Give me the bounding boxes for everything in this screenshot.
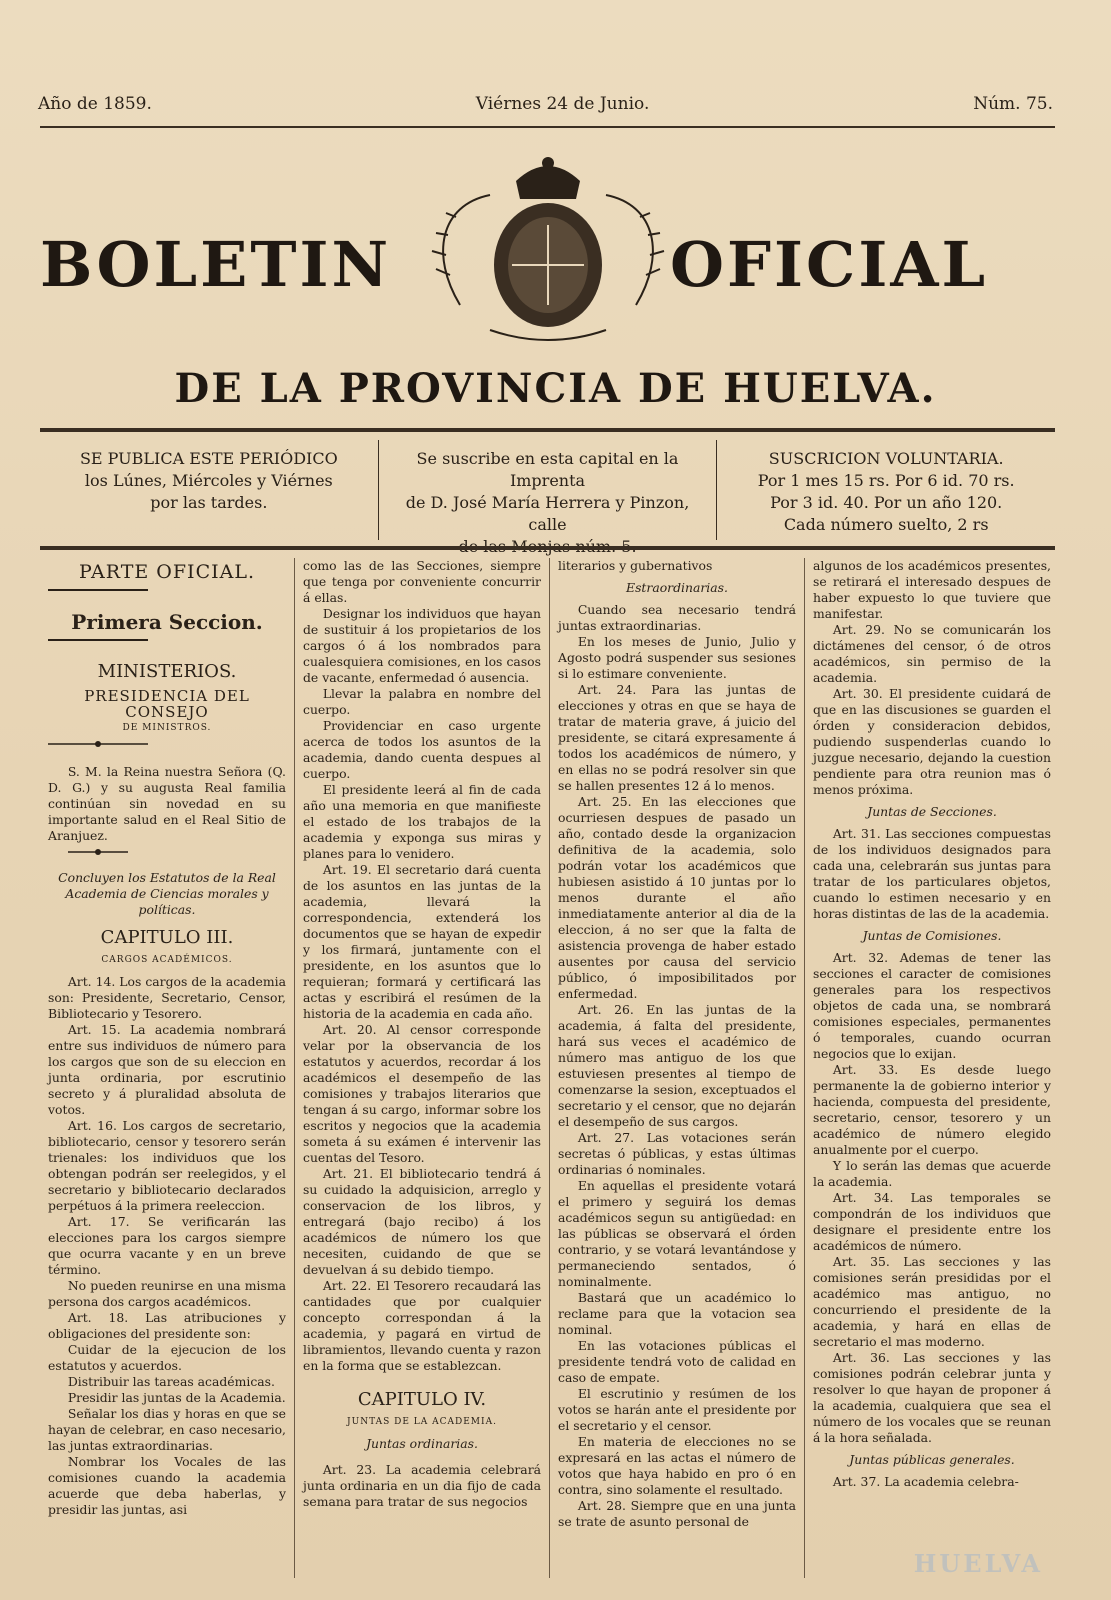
paragraph: Art. 33. Es desde luego permanente la de gobierno interior y hacienda, compuesta del presidente, secretario, censor, tesorero y un académico de número elegido anualmente por el cuerpo.	[813, 1062, 1051, 1157]
paragraph: Art. 28. Siempre que en una junta se trate de asunto personal de	[558, 1498, 796, 1529]
column-1	[40, 558, 294, 1578]
presidencia-heading: PRESIDENCIA DEL CONSEJO	[84, 687, 250, 721]
info-line: por las tardes.	[150, 493, 268, 512]
info-line: Por 1 mes 15 rs. Por 6 id. 70 rs.	[757, 471, 1015, 490]
info-bottom-rule	[40, 546, 1055, 550]
paragraph: Nombrar los Vocales de las comisiones cuando la academia acuerde que deba haberlas, y presidir las juntas, asi	[48, 1454, 286, 1517]
section-heading: Primera Seccion.	[71, 610, 263, 634]
ornament-rule-icon	[48, 636, 148, 644]
paragraph: No pueden reunirse en una misma persona dos cargos académicos.	[48, 1278, 286, 1309]
paragraph: Y lo serán las demas que acuerde la academia.	[813, 1158, 1051, 1189]
info-line: SUSCRICION VOLUNTARIA.	[768, 449, 1004, 468]
masthead-right: OFICIAL	[670, 228, 989, 301]
info-line: Se suscribe en esta capital en la Imprenta	[416, 449, 679, 490]
paragraph: Art. 25. En las elecciones que ocurriesen despues de pasado un año, contado desde la organizacion definitiva de la academia, solo podrán votar los académicos que hubiesen asistido á 10 juntas por lo menos durante el año inmediatamente anterior al dia de la eleccion, á no ser que la falta de asistencia provenga de haber estado ausentes por causa del servicio público, ó imposibilitados por enfermedad.	[558, 794, 796, 1001]
paragraph: Presidir las juntas de la Academia.	[67, 1390, 286, 1405]
paragraph: Art. 36. Las secciones y las comisiones podrán celebrar junta y resolver lo que hayan de proponer á la academia, cualquiera que sea el número de los vocales que se reunan á la hora señalada.	[813, 1350, 1051, 1445]
masthead-subtitle: DE LA PROVINCIA DE HUELVA.	[174, 365, 937, 412]
publicas-subheading: Juntas públicas generales.	[849, 1452, 1015, 1467]
paragraph: Art. 18. Las atribuciones y obligaciones del presidente son:	[48, 1310, 286, 1341]
comisiones-subheading: Juntas de Comisiones.	[862, 928, 1002, 943]
ornament-rule-icon	[48, 740, 148, 748]
paragraph: S. M. la Reina nuestra Señora (Q. D. G.) y su augusta Real familia continúan sin novedad en su importante salud en el Real Sitio de Aranjuez.	[48, 764, 286, 843]
paragraph: Art. 17. Se verificarán las elecciones para los cargos siempre que ocurra vacante y en un breve término.	[48, 1214, 286, 1277]
info-line: Por 3 id. 40. Por un año 120.	[770, 493, 1003, 512]
masthead-left: BOLETIN	[40, 228, 392, 301]
paragraph: Señalar los dias y horas en que se hayan de celebrar, en caso necesario, las juntas extraordinarias.	[48, 1406, 286, 1453]
paragraph: Art. 21. El bibliotecario tendrá á su cuidado la adquisicion, arreglo y conservacion de los libros, y entregará (bajo recibo) á los académicos de número los que necesiten, cuidando de que se devuelvan á su debido tiempo.	[303, 1166, 541, 1277]
paragraph: Art. 27. Las votaciones serán secretas ó públicas, y estas últimas ordinarias ó nominales.	[558, 1130, 796, 1177]
archive-watermark: HUELVA	[913, 1549, 1043, 1578]
column-2	[294, 558, 549, 1578]
ministerios-heading: MINISTERIOS.	[97, 661, 237, 682]
issue-number: Núm. 75.	[973, 94, 1053, 114]
secciones-subheading: Juntas de Secciones.	[867, 804, 997, 819]
paragraph: En materia de elecciones no se expresará en las actas el número de votos que haya habido en pro ó en contra, sino solamente el resultado.	[558, 1434, 796, 1497]
ministros-subheading: DE MINISTROS.	[122, 723, 212, 733]
top-rule	[40, 126, 1055, 128]
paragraph: En los meses de Junio, Julio y Agosto podrá suspender sus sesiones si lo estimare conveniente.	[558, 634, 796, 681]
paragraph: Art. 29. No se comunicarán los dictámenes del censor, ó de otros académicos, sin permiso de la academia.	[813, 622, 1051, 685]
paragraph: Art. 32. Ademas de tener las secciones el caracter de comisiones generales para los respectivos objetos de cada una, se nombrará comisiones especiales, permanentes ó temporales, cuando ocurran negocios que lo exijan.	[813, 950, 1051, 1061]
dateline	[38, 94, 1053, 116]
info-line: los Lúnes, Miércoles y Viérnes	[84, 471, 333, 490]
info-subscription-place	[378, 440, 717, 556]
ornament-rule-icon	[48, 848, 148, 856]
paragraph: Art. 20. Al censor corresponde velar por la observancia de los estatutos y acuerdos, recordar á los académicos el desempeño de las comisiones y trabajos literarios que tengan á su cargo, informar sobre los escritos y negocios que la academia someta á su exámen é intervenir las cuentas del Tesoro.	[303, 1022, 541, 1165]
paragraph: Art. 23. La academia celebrará junta ordinaria en un dia fijo de cada semana para tratar de sus negocios	[303, 1462, 541, 1509]
ordinarias-subheading: Juntas ordinarias.	[366, 1436, 478, 1451]
info-line: de D. José María Herrera y Pinzon, calle	[405, 493, 690, 534]
info-line: SE PUBLICA ESTE PERIÓDICO	[79, 449, 338, 468]
paragraph: En aquellas el presidente votará el primero y seguirá los demas académicos segun su antigüedad: en las públicas se observará el órden contrario, y se votará levantándose y permaneciendo sentados, ó nominalmente.	[558, 1178, 796, 1289]
paragraph: El presidente leerá al fin de cada año una memoria en que manifieste el estado de los trabajos de la academia y exponga sus miras y planes para lo venidero.	[303, 782, 541, 861]
column-4	[804, 558, 1059, 1578]
paragraph: Llevar la palabra en nombre del cuerpo.	[303, 686, 541, 717]
paragraph: Art. 37. La academia celebra-	[832, 1474, 1019, 1489]
paragraph: literarios y gubernativos	[558, 558, 713, 573]
parte-oficial-heading: PARTE OFICIAL.	[78, 561, 255, 583]
paragraph: Art. 31. Las secciones compuestas de los individuos designados para cada una, celebrarán sus juntas para tratar de los particulares objetos, cuando lo estimen necesario y en horas distintas de las de la academia.	[813, 826, 1051, 921]
paragraph: Art. 16. Los cargos de secretario, bibliotecario, censor y tesorero serán trienales: los individuos que los obtengan podrán ser reelegidos, y el secretario y bibliotecario declarados perpétuos á la primera reeleccion.	[48, 1118, 286, 1213]
paragraph: Bastará que un académico lo reclame para que la votacion sea nominal.	[558, 1290, 796, 1337]
estatutos-note: Concluyen los Estatutos de la Real Academia de Ciencias morales y políticas.	[58, 870, 276, 917]
paragraph: Art. 14. Los cargos de la academia son: Presidente, Secretario, Censor, Bibliotecario y Tesorero.	[48, 974, 286, 1021]
paragraph: como las de las Secciones, siempre que tenga por conveniente concurrir á ellas.	[303, 558, 541, 605]
paragraph: Distribuir las tareas académicas.	[67, 1374, 275, 1389]
ornament-rule-icon	[48, 586, 148, 594]
paragraph: Art. 19. El secretario dará cuenta de los asuntos en las juntas de la academia, llevará la correspondencia, extenderá los documentos que se hayan de expedir y los firmará, juntamente con el presidente, en los asuntos que lo requieran; formará y certificará las actas y escribirá el resúmen de la historia de la academia en cada año.	[303, 862, 541, 1021]
publication-info	[40, 440, 1055, 556]
info-line: de las Monjas núm. 5.	[458, 537, 637, 556]
capitulo-heading: CAPITULO III.	[100, 927, 234, 948]
info-line: Cada número suelto, 2 rs	[783, 515, 989, 534]
paragraph: Art. 30. El presidente cuidará de que en las discusiones se guarden el órden y consideracion debidos, pudiendo suspenderlas cuando lo juzgue necesario, dejando la cuestion pendiente para otra reunion mas ó menos próxima.	[813, 686, 1051, 797]
capitulo-heading: CAPITULO IV.	[357, 1389, 487, 1410]
paragraph: Providenciar en caso urgente acerca de todos los asuntos de la academia, dando cuenta despues al cuerpo.	[303, 718, 541, 781]
paragraph: Cuando sea necesario tendrá juntas extraordinarias.	[558, 602, 796, 633]
paragraph: Designar los individuos que hayan de sustituir á los propietarios de los cargos ó á los nombrados para cualesquiera comisiones, en los casos de vacante, enfermedad ó ausencia.	[303, 606, 541, 685]
paragraph: Art. 22. El Tesorero recaudará las cantidades que por cualquier concepto correspondan á la academia, y pagará en virtud de libramientos, llevando cuenta y razon en la forma que se establezcan.	[303, 1278, 541, 1373]
paragraph: Art. 15. La academia nombrará entre sus individuos de número para los cargos que son de su eleccion en junta ordinaria, por escrutinio secreto y á pluralidad absoluta de votos.	[48, 1022, 286, 1117]
paragraph: algunos de los académicos presentes, se retirará el interesado despues de haber expuesto lo que tuviere que manifestar.	[813, 558, 1051, 621]
info-top-rule	[40, 428, 1055, 432]
column-3	[549, 558, 804, 1578]
paragraph: Art. 26. En las juntas de la academia, á falta del presidente, hará sus veces el académico de número mas antiguo de los que estuviesen presentes al tiempo de comenzarse la sesion, exceptuados el secretario y el censor, que no dejarán el desempeño de sus cargos.	[558, 1002, 796, 1129]
info-schedule	[40, 440, 378, 540]
paragraph: Art. 34. Las temporales se compondrán de los individuos que designare el presidente entre los académicos de número.	[813, 1190, 1051, 1253]
info-prices	[716, 440, 1055, 540]
article-columns	[40, 558, 1059, 1578]
paragraph: Cuidar de la ejecucion de los estatutos y acuerdos.	[48, 1342, 286, 1373]
paragraph: En las votaciones públicas el presidente tendrá voto de calidad en caso de empate.	[558, 1338, 796, 1385]
extraordinarias-subheading: Estraordinarias.	[626, 580, 728, 595]
juntas-subheading: JUNTAS DE LA ACADEMIA.	[347, 1417, 497, 1427]
paragraph: El escrutinio y resúmen de los votos se harán ante el presidente por el secretario y el censor.	[558, 1386, 796, 1433]
royal-coat-of-arms-icon	[420, 155, 676, 345]
cargos-subheading: CARGOS ACADÉMICOS.	[101, 955, 233, 965]
date-label: Viérnes 24 de Junio.	[475, 94, 650, 114]
year-label: Año de 1859.	[38, 94, 152, 114]
paragraph: Art. 24. Para las juntas de elecciones y otras en que se haya de tratar de materia grave, á juicio del presidente, se citará expresamente á todos los académicos de número, y en ellas no se podrá resolver sin que se hallen presentes 12 á lo menos.	[558, 682, 796, 793]
paragraph: Art. 35. Las secciones y las comisiones serán presididas por el académico mas antiguo, no concurriendo el presidente de la academia, y hará en ellas de secretario el mas moderno.	[813, 1254, 1051, 1349]
